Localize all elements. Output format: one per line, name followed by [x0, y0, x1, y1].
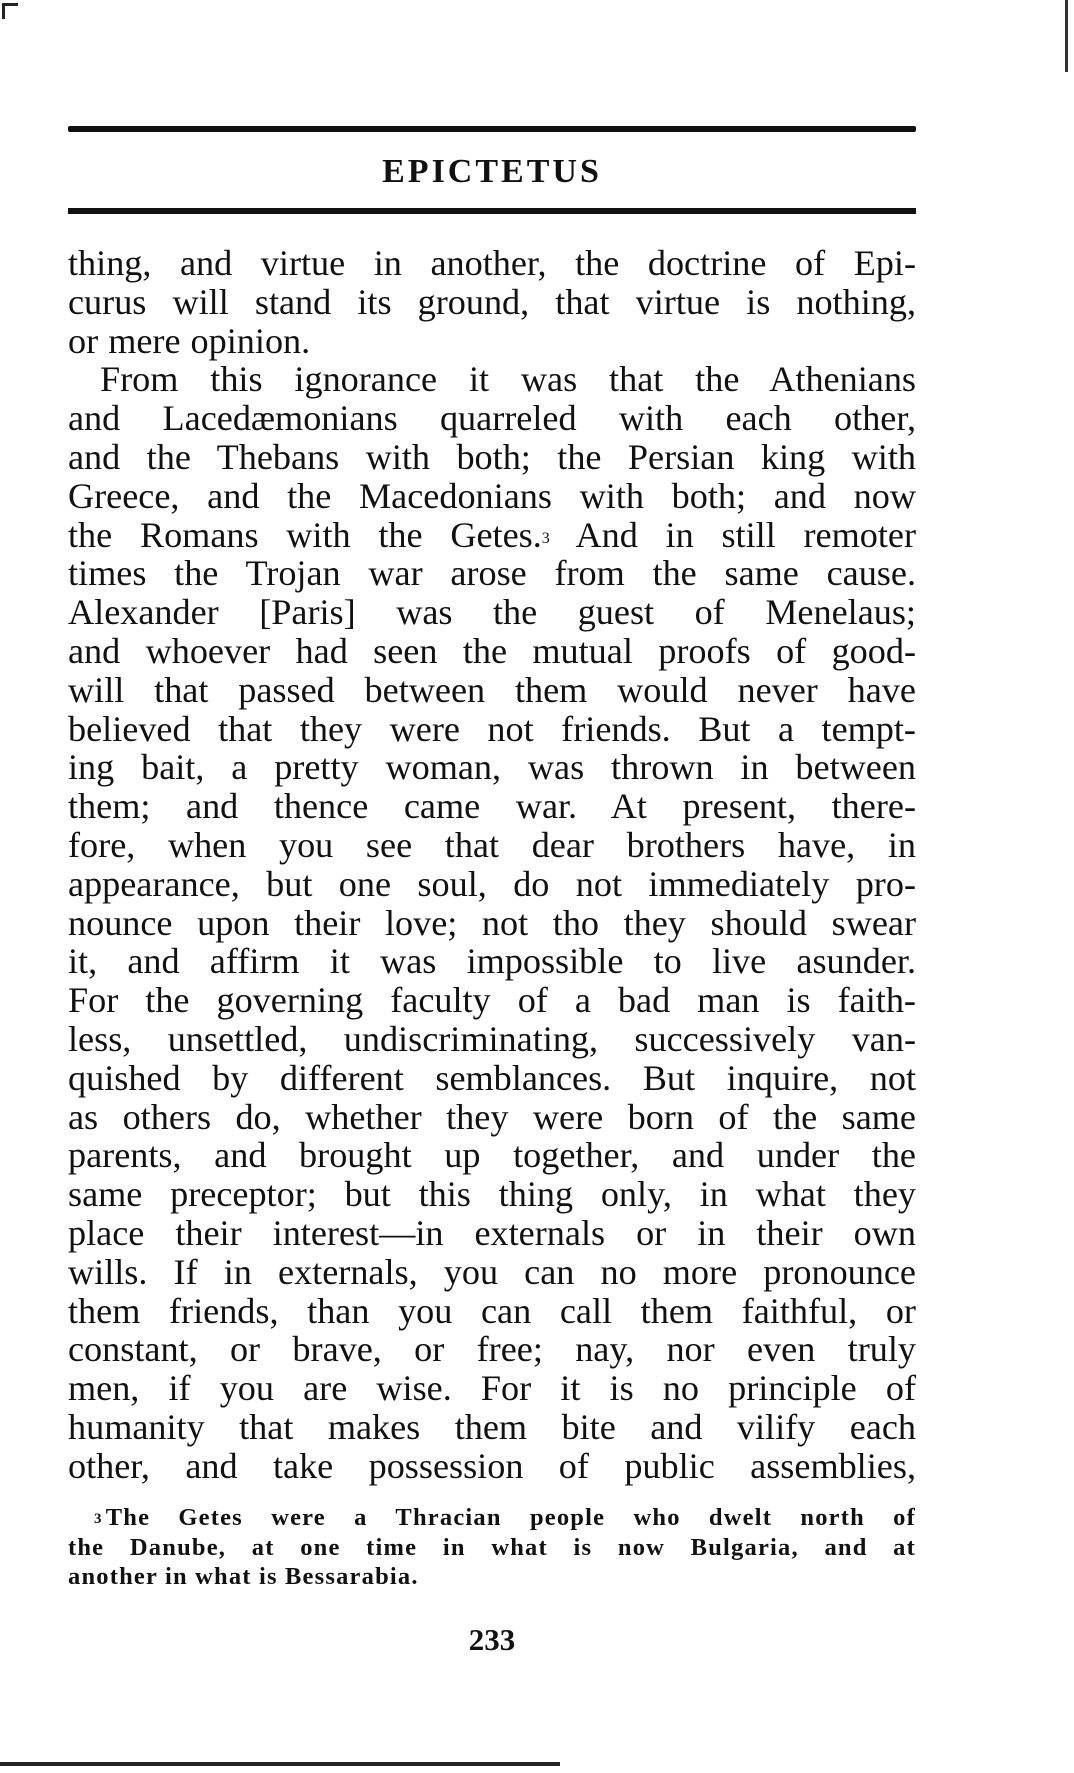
header-rule-top — [68, 126, 916, 132]
header-rule-bottom — [68, 208, 916, 214]
text-segment: And in still remoter — [549, 514, 917, 555]
scan-edge-mark-bottom — [0, 1762, 560, 1766]
footnote-ref-mark: 3 — [541, 529, 550, 547]
footnote-number: 3 — [94, 1511, 103, 1527]
footnote-line: another in what is Bessarabia. — [68, 1563, 419, 1590]
text-line: constant, or brave, or free; nay, nor even truly — [68, 1329, 916, 1370]
text-line: place their interest—in externals or in their own — [68, 1212, 916, 1253]
text-line: and whoever had seen the mutual proofs of good- — [68, 630, 916, 671]
scan-corner-mark-vertical — [2, 3, 5, 19]
scan-edge-mark — [1065, 0, 1068, 72]
text-line: believed that they were not friends. But a tempt- — [68, 708, 916, 749]
footnote — [68, 1503, 916, 1592]
text-line: times the Trojan war arose from the same cause. — [68, 553, 916, 594]
running-title: EPICTETUS — [382, 153, 602, 190]
main-text — [68, 244, 916, 1486]
footnote-line: the Danube, at one time in what is now Bulgaria, and at — [68, 1533, 916, 1561]
text-line: quished by different semblances. But inquire, not — [68, 1057, 916, 1098]
text-line: and Lacedæmonians quarreled with each other, — [68, 398, 916, 439]
text-line: less, unsettled, undiscriminating, successively van- — [68, 1018, 916, 1059]
text-line: men, if you are wise. For it is no principle of — [68, 1368, 916, 1409]
text-line: Alexander [Paris] was the guest of Menelaus; — [68, 592, 916, 633]
text-line: humanity that makes them bite and vilify each — [68, 1406, 916, 1447]
text-line: or mere opinion. — [68, 320, 311, 361]
footnote-text: The Getes were a Thracian people who dwelt north of — [105, 1504, 916, 1531]
text-line-with-footnote-ref — [68, 516, 916, 555]
text-line: other, and take possession of public assemblies, — [68, 1445, 916, 1486]
text-line: them; and thence came war. At present, there- — [68, 786, 916, 827]
text-segment: the Romans with the Getes. — [68, 514, 542, 555]
text-line: fore, when you see that dear brothers have, in — [68, 824, 916, 865]
text-line: and the Thebans with both; the Persian king with — [68, 436, 916, 477]
text-line: For the governing faculty of a bad man is faith- — [68, 980, 916, 1021]
footnote-line — [68, 1503, 916, 1533]
text-line: them friends, than you can call them faithful, or — [68, 1290, 916, 1331]
text-line: same preceptor; but this thing only, in what they — [68, 1174, 916, 1215]
text-line: will that passed between them would never have — [68, 669, 916, 710]
text-line: parents, and brought up together, and under the — [68, 1135, 916, 1176]
text-line: thing, and virtue in another, the doctrine of Epi- — [68, 243, 916, 283]
text-line: wills. If in externals, you can no more pronounce — [68, 1251, 916, 1292]
text-line: ing bait, a pretty woman, was thrown in between — [68, 747, 916, 788]
text-line: nounce upon their love; not tho they should swear — [68, 902, 916, 943]
text-line: Greece, and the Macedonians with both; and now — [68, 475, 916, 516]
text-line: appearance, but one soul, do not immediately pro- — [68, 863, 916, 904]
text-line: it, and affirm it was impossible to live asunder. — [68, 941, 916, 982]
text-line: From this ignorance it was that the Athenians — [100, 359, 916, 400]
page-number: 233 — [468, 1622, 516, 1657]
text-line: as others do, whether they were born of the same — [68, 1096, 916, 1137]
text-line: curus will stand its ground, that virtue is nothing, — [68, 281, 916, 322]
